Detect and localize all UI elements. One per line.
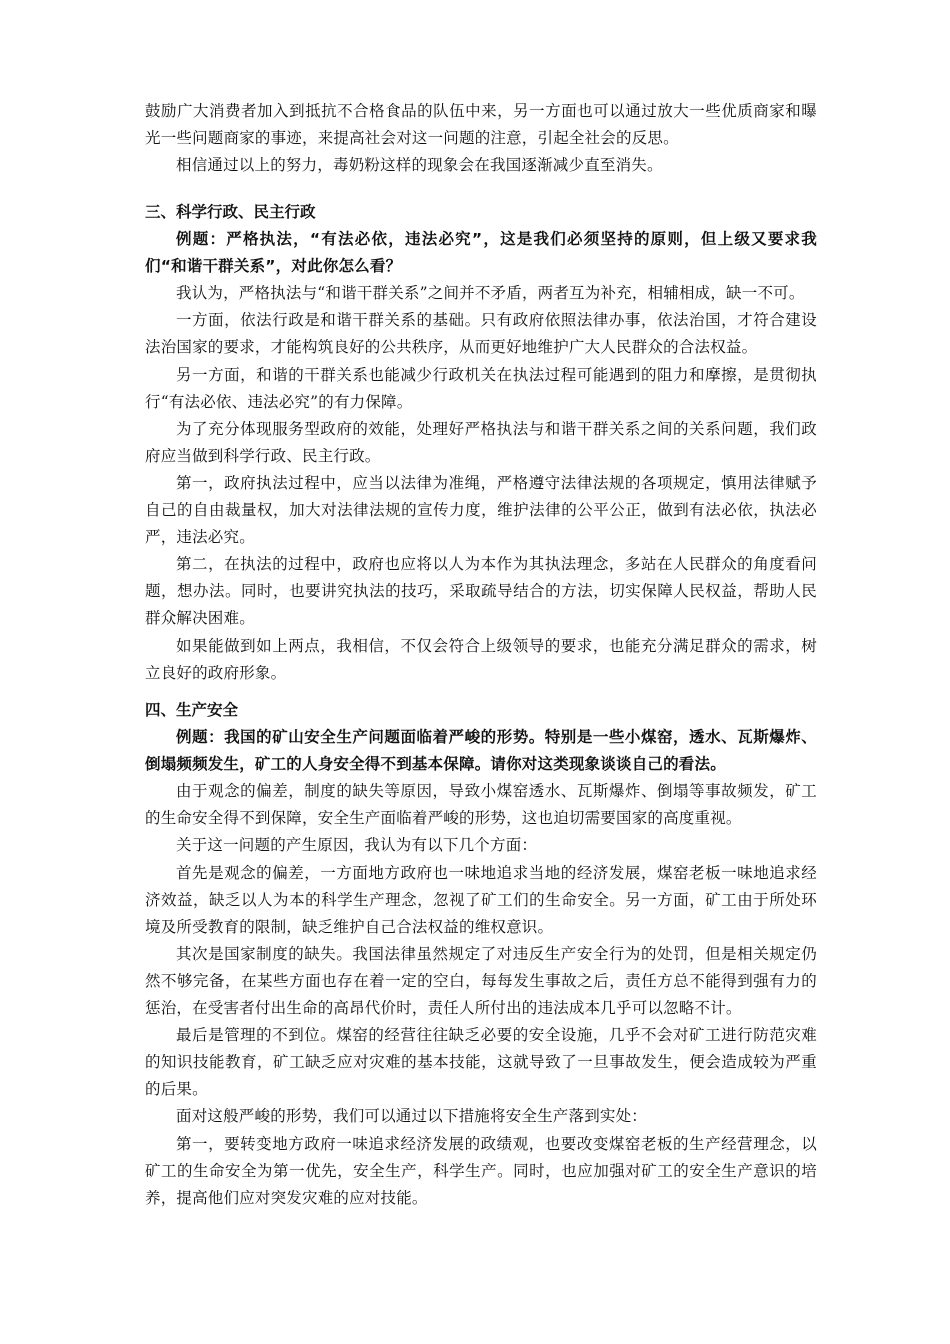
- section-4-paragraph: 面对这般严峻的形势，我们可以通过以下措施将安全生产落到实处：: [176, 1107, 648, 1126]
- section-4: [145, 697, 817, 1212]
- section-4-paragraph: 最后是管理的不到位。煤窑的经营往往缺乏必要的安全设施，几乎不会对矿工进行防范灾难的知识技能教育，矿工缺乏应对灾难的基本技能，这就导致了一旦事故发生，便会造成较为严重的后果。: [145, 1026, 817, 1099]
- section-4-heading: 四、生产安全: [145, 701, 239, 719]
- section-3-paragraph: 另一方面，和谐的干群关系也能减少行政机关在执法过程可能遇到的阻力和摩擦，是贯彻执行“有法必依、违法必究”的有力保障。: [145, 365, 817, 411]
- intro-block: [145, 98, 817, 179]
- section-3: [145, 199, 817, 687]
- intro-paragraph-1: 鼓励广大消费者加入到抵抗不合格食品的队伍中来，另一方面也可以通过放大一些优质商家和曝光一些问题商家的事迹，来提高社会对这一问题的注意，引起全社会的反思。: [145, 102, 817, 148]
- section-3-paragraph: 第二，在执法的过程中，政府也应将以人为本作为其执法理念，多站在人民群众的角度看问题，想办法。同时，也要讲究执法的技巧，采取疏导结合的方法，切实保障人民权益，帮助人民群众解决困难。: [145, 555, 817, 628]
- section-3-paragraph: 第一，政府执法过程中，应当以法律为准绳，严格遵守法律法规的各项规定，慎用法律赋予自己的自由裁量权，加大对法律法规的宣传力度，维护法律的公平公正，做到有法必依，执法必严，违法必究。: [145, 473, 817, 547]
- section-3-paragraph: 一方面，依法行政是和谐干群关系的基础。只有政府依照法律办事，依法治国，才符合建设法治国家的要求，才能构筑良好的公共秩序，从而更好地维护广大人民群众的合法权益。: [145, 311, 817, 357]
- section-3-paragraph: 我认为，严格执法与“和谐干群关系”之间并不矛盾，两者互为补充，相辅相成，缺一不可。: [176, 284, 805, 303]
- intro-paragraph-2: 相信通过以上的努力，毒奶粉这样的现象会在我国逐渐减少直至消失。: [176, 156, 663, 175]
- section-4-example-question: 例题：我国的矿山安全生产问题面临着严峻的形势。特别是一些小煤窑，透水、瓦斯爆炸、倒塌频频发生，矿工的人身安全得不到基本保障。请你对这类现象谈谈自己的看法。: [145, 728, 817, 774]
- section-4-paragraph: 其次是国家制度的缺失。我国法律虽然规定了对违反生产安全行为的处罚，但是相关规定仍然不够完备，在某些方面也存在着一定的空白，每每发生事故之后，责任方总不能得到强有力的惩治，在受害者付出生命的高昂代价时，责任人所付出的违法成本几乎可以忽略不计。: [145, 944, 817, 1018]
- section-3-example-question: 例题：严格执法，“有法必依，违法必究”，这是我们必须坚持的原则，但上级又要求我们“和谐干群关系”，对此你怎么看？: [145, 230, 817, 276]
- section-4-paragraph: 首先是观念的偏差，一方面地方政府也一味地追求当地的经济发展，煤窑老板一味地追求经济效益，缺乏以人为本的科学生产理念，忽视了矿工们的生命安全。另一方面，矿工由于所处环境及所受教育的限制，缺乏维护自己合法权益的维权意识。: [145, 863, 817, 936]
- section-4-paragraph: 由于观念的偏差，制度的缺失等原因，导致小煤窑透水、瓦斯爆炸、倒塌等事故频发，矿工的生命安全得不到保障，安全生产面临着严峻的形势，这也迫切需要国家的高度重视。: [145, 782, 817, 828]
- section-4-paragraph: 关于这一问题的产生原因，我认为有以下几个方面：: [176, 836, 538, 855]
- section-3-paragraph: 如果能做到如上两点，我相信，不仅会符合上级领导的要求，也能充分满足群众的需求，树立良好的政府形象。: [145, 636, 817, 682]
- section-4-paragraph: 第一，要转变地方政府一味追求经济发展的政绩观，也要改变煤窑老板的生产经营理念，以矿工的生命安全为第一优先，安全生产，科学生产。同时，也应加强对矿工的安全生产意识的培养，提高他们应对突发灾难的应对技能。: [145, 1134, 817, 1207]
- section-3-paragraph: 为了充分体现服务型政府的效能，处理好严格执法与和谐干群关系之间的关系问题，我们政府应当做到科学行政、民主行政。: [145, 419, 817, 465]
- section-3-heading: 三、科学行政、民主行政: [145, 203, 316, 221]
